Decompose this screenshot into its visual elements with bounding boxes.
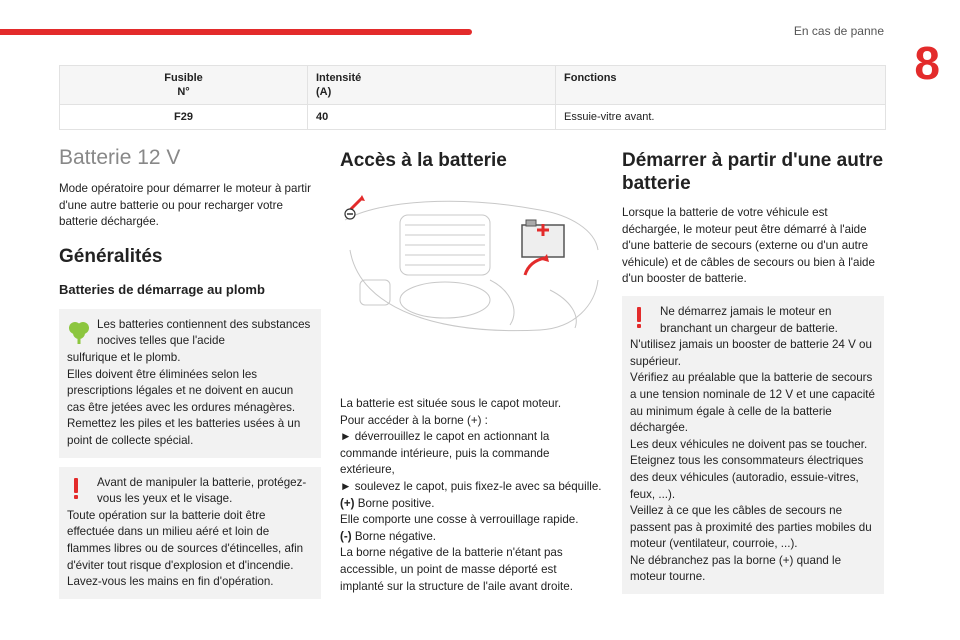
header-intensity: Intensité (A) [308,66,556,105]
header-functions: Fonctions [556,66,886,105]
eco-note-first: Les batteries contiennent des substances nocives telles que l'acide [97,317,311,348]
column-battery [59,145,321,599]
negative-terminal-text: Borne négative. [351,529,437,543]
generalites-heading: Généralités [59,245,163,267]
table-row [60,105,886,130]
eco-note-rest: sulfurique et le plomb. Elles doivent être éliminées selon les prescriptions légales et ne doivent en aucun cas être jetées avec les ordures ménagères. Remettez les piles et les batteries usées à un point de collecte spécial. [67,350,301,447]
battery-access-body: La batterie est située sous le capot moteur. Pour accéder à la borne (+) : ► déverrouillez le capot en actionnant la commande intérieure, puis la commande extérieure, ► soulevez le capot, puis fixez-le avec sa béquille. [340,397,602,493]
exclamation-warning-icon [634,306,644,335]
positive-terminal-label: (+) [340,496,355,510]
jump-start-intro: Lorsque la batterie de votre véhicule est déchargée, le moteur peut être démarré à l'aide d'une batterie de secours (externe ou d'un autre véhicule) et de câbles de secours ou bien à l'aide d'un booster de batterie. [622,206,875,286]
jump-warning-box [622,296,884,594]
lead-batteries-heading: Batteries de démarrage au plomb [59,281,265,297]
jump-warning-first: Ne démarrez jamais le moteur en branchant un chargeur de batterie. [660,304,838,335]
jump-warning-rest: N'utilisez jamais un booster de batterie 24 V ou supérieur. Vérifiez au préalable que la batterie de secours a une tension nominale de 12 V et une capacité au minimum égale à celle de la batterie déchargée. Les deux véhicules ne doivent pas se toucher. Eteignez tous les consommateurs électriques des deux véhicules (autoradio, essuie-vitres, feux, ...). Veillez à ce que les câbles de secours ne passent pas à proximité des parties mobiles du moteur (ventilateur, courroie, ...). Ne débranchez pas la borne (+) quand le moteur tourne. [630,338,875,584]
header-fuse-number: Fusible N° [60,66,308,105]
column-battery-access [340,145,602,595]
warning-first: Avant de manipuler la batterie, protégez-vous les yeux et le visage. [97,475,307,506]
fuse-table-header [60,66,886,105]
negative-terminal-label: (-) [340,529,352,543]
eco-note-box [59,309,321,458]
positive-terminal-text: Borne positive. [354,496,435,510]
exclamation-warning-icon [71,477,81,506]
warning-box [59,467,321,599]
battery-access-title: Accès à la batterie [340,150,507,171]
warning-rest: Toute opération sur la batterie doit être effectuée dans un milieu aéré et loin de flammes libres ou de sources d'étincelles, afin d'éviter tout risque d'explosion et d'incendie. Lavez-vous les mains en fin d'opération. [67,508,304,589]
jump-start-title: Démarrer à partir d'une autre batterie [622,150,884,194]
header-accent-bar [0,29,472,35]
battery-title: Batterie 12 V [59,146,181,169]
chapter-number: 8 [914,37,940,89]
negative-terminal-desc: La borne négative de la batterie n'étant pas accessible, un point de masse déporté est implanté sur la structure de l'aile avant droite. [340,546,573,593]
fuse-table [59,65,886,130]
positive-terminal-desc: Elle comporte une cosse à verrouillage rapide. [340,513,579,527]
function-cell: Essuie-vitre avant. [556,105,886,130]
engine-bay-illustration [340,190,602,340]
column-jump-start [622,145,884,594]
fuse-number-cell: F29 [60,105,308,130]
battery-intro: Mode opératoire pour démarrer le moteur à partir d'une autre batterie ou pour recharger votre batterie déchargée. [59,182,311,229]
section-title: En cas de panne [793,24,884,38]
intensity-cell: 40 [308,105,556,130]
recycle-leaf-icon [67,319,91,350]
